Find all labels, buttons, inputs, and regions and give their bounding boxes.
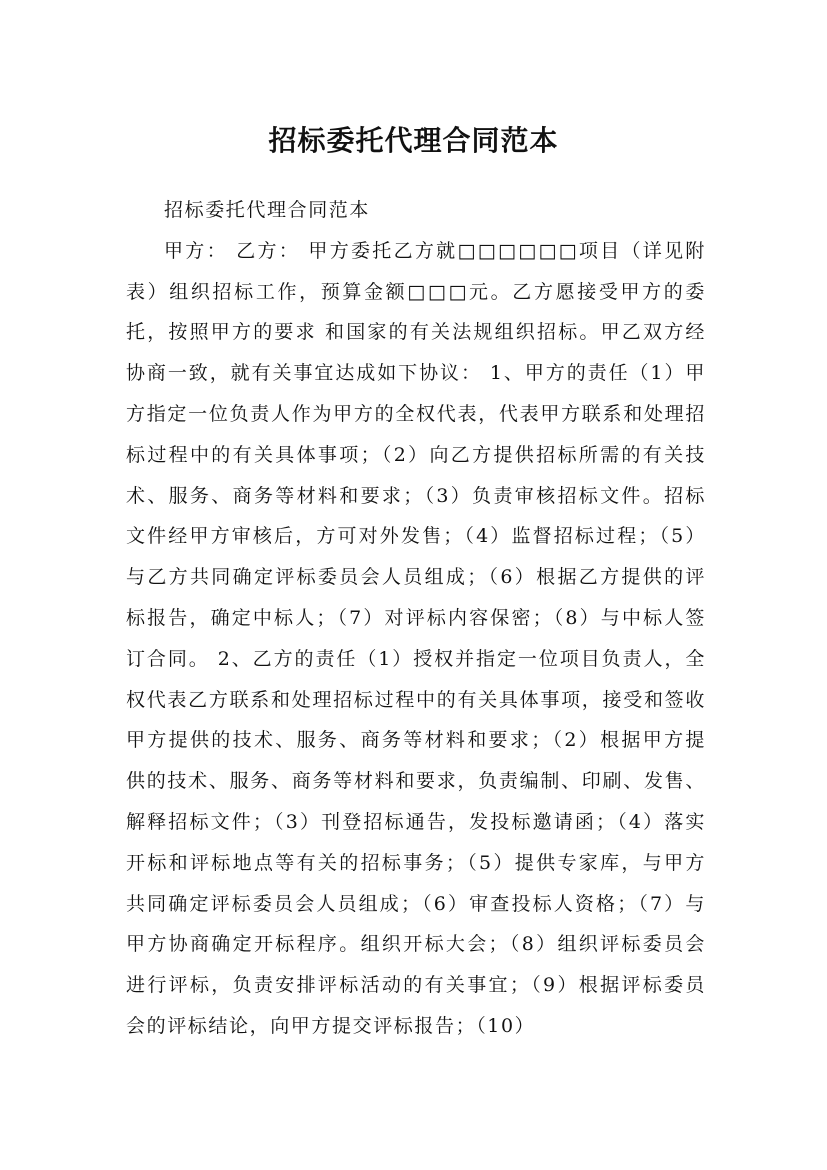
subtitle-paragraph: 招标委托代理合同范本: [164, 199, 371, 221]
contract-body-paragraph: 甲方： 乙方： 甲方委托乙方就□□□□□□项目（详见附表）组织招标工作，预算金额□□□元。乙方愿接受甲方的委托，按照甲方的要求 和国家的有关法规组织招标。甲乙双方经协商一致，就有关事宜达成如下协议： 1、甲方的责任（1）甲方指定一位负责人作为甲方的全权代表，代表甲方联系和处理招标过程中的有关具体事项；（2）向乙方提供招标所需的有关技术、服务、商务等材料和要求；（3）负责审核招标文件。招标文件经甲方审核后，方可对外发售；（4）监督招标过程；（5）与乙方共同确定评标委员会人员组成；（6）根据乙方提供的评标报告，确定中标人；（7）对评标内容保密；（8）与中标人签订合同。 2、乙方的责任（1）授权并指定一位项目负责人，全权代表乙方联系和处理招标过程中的有关具体事项，接受和签收甲方提供的技术、服务、商务等材料和要求；（2）根据甲方提供的技术、服务、商务等材料和要求，负责编制、印刷、发售、解释招标文件；（3）刊登招标通告，发投标邀请函；（4）落实开标和评标地点等有关的招标事务；（5）提供专家库，与甲方共同确定评标委员会人员组成；（6）审查投标人资格；（7）与甲方协商确定开标程序。组织开标大会；（8）组织评标委员会进行评标，负责安排评标活动的有关事宜；（9）根据评标委员会的评标结论，向甲方提交评标报告；（10）: [126, 239, 706, 1037]
document-body: [126, 190, 706, 1047]
document-title: 招标委托代理合同范本: [268, 123, 559, 157]
